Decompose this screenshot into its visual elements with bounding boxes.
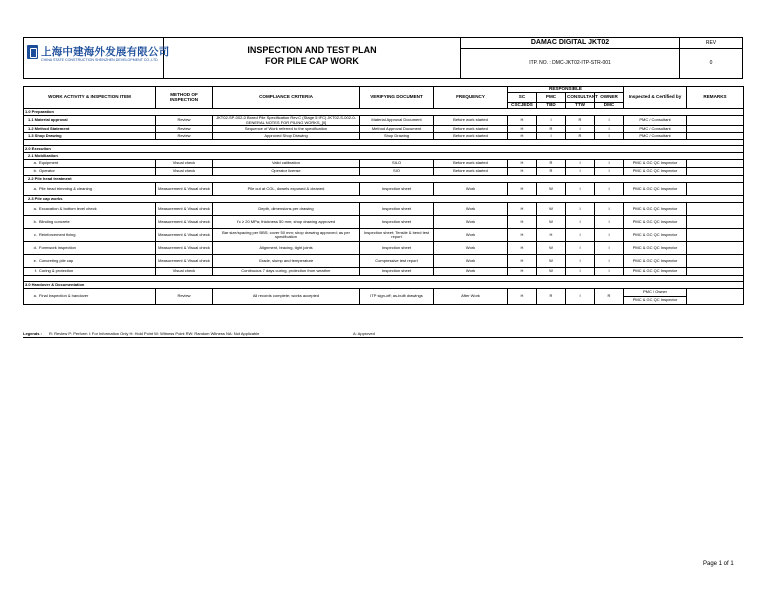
row-index: b. bbox=[33, 218, 37, 224]
col-document: VERIFYING DOCUMENT bbox=[360, 87, 434, 109]
project-info bbox=[461, 38, 680, 78]
row-frequency: After Work bbox=[434, 289, 508, 305]
row-item bbox=[24, 168, 156, 176]
subsection-row bbox=[24, 153, 744, 160]
row-remarks bbox=[687, 255, 744, 268]
row-remarks bbox=[687, 183, 744, 196]
row-document: Inspection sheet bbox=[360, 242, 434, 255]
row-owner: I bbox=[595, 203, 624, 216]
row-frequency: Work bbox=[434, 242, 508, 255]
row-sc: H bbox=[508, 133, 537, 140]
row-sc: H bbox=[508, 242, 537, 255]
row-sc: H bbox=[508, 126, 537, 133]
row-index: e. bbox=[33, 257, 37, 263]
company-name-cn: 上海中建海外发展有限公司 bbox=[41, 46, 170, 58]
row-index: a. bbox=[33, 293, 37, 299]
col-consultant-sub: TTW bbox=[566, 103, 595, 109]
header-row-1 bbox=[24, 87, 744, 93]
row-consultant: I bbox=[566, 203, 595, 216]
row-criteria: Bar size/spacing per BBS; cover 50 mm; shop drawing approved; as per specification bbox=[213, 229, 360, 242]
row-certified: PMC & GC QC Inspector bbox=[624, 229, 687, 242]
row-remarks bbox=[687, 242, 744, 255]
row-criteria: All records complete; works accepted bbox=[213, 289, 360, 305]
row-certified: PMC & GC QC Inspector bbox=[624, 168, 687, 176]
row-remarks bbox=[687, 203, 744, 216]
legend-label: Legends : bbox=[23, 331, 42, 336]
row-item-label: Formwork inspection bbox=[39, 244, 76, 250]
row-owner: I bbox=[595, 168, 624, 176]
row-pmc: W bbox=[537, 255, 566, 268]
row-consultant: I bbox=[566, 168, 595, 176]
row-remarks bbox=[687, 116, 744, 126]
row-sc: H bbox=[508, 229, 537, 242]
row-owner: I bbox=[595, 126, 624, 133]
row-method: Measurement & Visual check bbox=[156, 216, 213, 229]
row-criteria: f'c ≥ 20 MPa; thickness 50 mm; shop drawing approved bbox=[213, 216, 360, 229]
row-method: Review bbox=[156, 116, 213, 126]
row-owner: I bbox=[595, 255, 624, 268]
row-criteria: Operator license bbox=[213, 168, 360, 176]
row-sc: H bbox=[508, 255, 537, 268]
row-frequency: Before work started bbox=[434, 133, 508, 140]
col-sc-sub: CSCJEDS bbox=[508, 103, 537, 109]
row-criteria: Grade, slump and temperature bbox=[213, 255, 360, 268]
row-consultant: I bbox=[566, 126, 595, 133]
row-index: a. bbox=[33, 160, 37, 166]
row-sc: H bbox=[508, 160, 537, 168]
row-consultant: I bbox=[566, 242, 595, 255]
section-title: 3.0 Handover & Documentation bbox=[24, 282, 744, 289]
col-pmc: PMC bbox=[537, 93, 566, 103]
company-name-en: CHINA STATE CONSTRUCTION SHENZHEN DEVELOPMENT CO.,LTD bbox=[41, 58, 158, 62]
row-frequency: Before work started bbox=[434, 126, 508, 133]
subsection-title: 2.2 Pile head treatment bbox=[24, 176, 744, 183]
row-document: Inspection sheet bbox=[360, 183, 434, 196]
section-row bbox=[24, 282, 744, 289]
itp-number: ITP. NO. : DMC-JKT02-ITP-STR-001 bbox=[529, 60, 611, 66]
row-pmc: W bbox=[537, 203, 566, 216]
row-sc: H bbox=[508, 203, 537, 216]
section-row bbox=[24, 146, 744, 153]
revision-label: REV bbox=[680, 38, 742, 49]
row-criteria: JKT02-SP-002-0 Bored Pile Specification Rev.C (Stage 5 IFC) JKT02-S-002-0-GENERAL NOTES FOR PILING WORKS_[0] bbox=[213, 116, 360, 126]
row-consultant: I bbox=[566, 289, 595, 305]
col-activity: WORK ACTIVITY & INSPECTION ITEM bbox=[24, 87, 156, 109]
legend-approved: A: Approved bbox=[353, 331, 375, 336]
row-sc: H bbox=[508, 116, 537, 126]
table-row bbox=[24, 126, 744, 133]
subsection-title: 2.1 Mobilization bbox=[24, 153, 744, 160]
row-criteria: Approved Shop Drawing bbox=[213, 133, 360, 140]
row-certified: PMC & GC QC Inspector bbox=[624, 216, 687, 229]
row-item-label: Equipment bbox=[39, 160, 59, 166]
row-certified-2: PMC & GC QC Inspector bbox=[624, 297, 687, 305]
row-remarks bbox=[687, 126, 744, 133]
row-document: Method Approval Document bbox=[360, 126, 434, 133]
row-document: ITP sign-off; as-built drawings bbox=[360, 289, 434, 305]
row-criteria: Depth, dimensions per drawing bbox=[213, 203, 360, 216]
row-criteria: Sequence of Work referred to the specification bbox=[213, 126, 360, 133]
col-frequency: FREQUENCY bbox=[434, 87, 508, 109]
row-sc: H bbox=[508, 216, 537, 229]
row-index: a. bbox=[33, 205, 37, 211]
row-item bbox=[24, 242, 156, 255]
row-consultant: I bbox=[566, 183, 595, 196]
project-name: DAMAC DIGITAL JKT02 bbox=[461, 38, 679, 49]
row-pmc: H bbox=[537, 229, 566, 242]
row-owner: I bbox=[595, 229, 624, 242]
row-frequency: Before work started bbox=[434, 116, 508, 126]
row-consultant: I bbox=[566, 216, 595, 229]
row-owner: I bbox=[595, 116, 624, 126]
row-index: a. bbox=[33, 185, 37, 191]
row-pmc: W bbox=[537, 183, 566, 196]
row-certified: PMC & GC QC Inspector bbox=[624, 183, 687, 196]
row-certified: PMC / Consultant bbox=[624, 126, 687, 133]
row-sc: H bbox=[508, 289, 537, 305]
col-owner-sub: DMC bbox=[595, 103, 624, 109]
row-item-label: Curing & protection bbox=[39, 268, 74, 274]
row-frequency: Work bbox=[434, 229, 508, 242]
table-row bbox=[24, 116, 744, 126]
row-method: Review bbox=[156, 133, 213, 140]
row-criteria: Valid calibration bbox=[213, 160, 360, 168]
title-line-2: FOR PILE CAP WORK bbox=[265, 56, 359, 66]
col-sc: SC bbox=[508, 93, 537, 103]
row-criteria: Pile cut at COL, dowels exposed & cleaned bbox=[213, 183, 360, 196]
row-item bbox=[24, 203, 156, 216]
row-document: SILO bbox=[360, 160, 434, 168]
section-title: 2.0 Execution bbox=[24, 146, 744, 153]
row-remarks bbox=[687, 289, 744, 305]
row-remarks bbox=[687, 160, 744, 168]
row-method: Review bbox=[156, 126, 213, 133]
col-owner: OWNER bbox=[595, 93, 624, 103]
row-owner: I bbox=[595, 216, 624, 229]
row-sc: H bbox=[508, 183, 537, 196]
row-owner: I bbox=[595, 160, 624, 168]
row-method: Visual check bbox=[156, 168, 213, 176]
revision-info bbox=[680, 38, 742, 78]
document-title bbox=[164, 38, 461, 78]
row-consultant: I bbox=[566, 255, 595, 268]
row-index: c. bbox=[33, 231, 37, 237]
row-item bbox=[24, 229, 156, 242]
row-owner: R bbox=[595, 289, 624, 305]
company-logo-mark-icon bbox=[27, 45, 38, 59]
row-consultant: I bbox=[566, 229, 595, 242]
row-pmc: R bbox=[537, 168, 566, 176]
row-item-label: Operator bbox=[39, 168, 55, 174]
table-row bbox=[24, 229, 744, 242]
row-document: Compressive test report bbox=[360, 255, 434, 268]
row-item bbox=[24, 216, 156, 229]
row-pmc: R bbox=[537, 160, 566, 168]
row-certified: PMC & GC QC Inspector bbox=[624, 203, 687, 216]
row-sc: H bbox=[508, 268, 537, 276]
row-certified: PMC / Consultant bbox=[624, 133, 687, 140]
table-row bbox=[24, 216, 744, 229]
row-owner: I bbox=[595, 268, 624, 276]
col-certified: Inspected & Certified by bbox=[624, 87, 687, 109]
row-index: f. bbox=[34, 268, 37, 274]
col-responsible: RESPONSIBLE bbox=[508, 87, 624, 93]
row-item bbox=[24, 255, 156, 268]
row-frequency: Before work started bbox=[434, 168, 508, 176]
title-line-1: INSPECTION AND TEST PLAN bbox=[247, 45, 377, 55]
row-certified: PMC & GC QC Inspector bbox=[624, 268, 687, 276]
row-owner: I bbox=[595, 242, 624, 255]
row-document: Shop Drawing bbox=[360, 133, 434, 140]
row-item: 1.3 Shop Drawing bbox=[24, 133, 156, 140]
itp-table bbox=[23, 86, 744, 305]
subsection-title: 2.3 Pile cap works bbox=[24, 196, 744, 203]
row-remarks bbox=[687, 268, 744, 276]
table-row bbox=[24, 183, 744, 196]
row-pmc: I bbox=[537, 133, 566, 140]
company-logo bbox=[24, 38, 170, 78]
row-sc: H bbox=[508, 168, 537, 176]
row-item-label: Final inspection & handover bbox=[39, 293, 89, 299]
row-certified: PMC & GC QC Inspector bbox=[624, 160, 687, 168]
revision-value: 0 bbox=[709, 60, 713, 66]
col-pmc-sub: TBD bbox=[537, 103, 566, 109]
col-method: METHOD OF INSPECTION bbox=[156, 87, 213, 109]
row-method: Review bbox=[156, 289, 213, 305]
table-row bbox=[24, 255, 744, 268]
row-criteria: Continuous 7 days curing, protection from weather bbox=[213, 268, 360, 276]
row-consultant: I bbox=[566, 268, 595, 276]
row-method: Measurement & Visual check bbox=[156, 255, 213, 268]
row-certified: PMC & GC QC Inspector bbox=[624, 242, 687, 255]
row-pmc: W bbox=[537, 268, 566, 276]
page-number: Page 1 of 1 bbox=[703, 561, 734, 567]
row-item bbox=[24, 268, 156, 276]
row-document: Material Approval Document bbox=[360, 116, 434, 126]
table-row bbox=[24, 160, 744, 168]
col-criteria: COMPLIANCE CRITERIA bbox=[213, 87, 360, 109]
row-pmc: R bbox=[537, 126, 566, 133]
legend bbox=[23, 331, 743, 338]
row-item-label: Reinforcement fixing bbox=[39, 231, 76, 237]
table-row bbox=[24, 242, 744, 255]
table-row bbox=[24, 203, 744, 216]
row-item-label: Concreting pile cap bbox=[39, 257, 74, 263]
subsection-row bbox=[24, 196, 744, 203]
row-consultant: I bbox=[566, 160, 595, 168]
row-criteria: Alignment, bracing, tight joints bbox=[213, 242, 360, 255]
row-remarks bbox=[687, 216, 744, 229]
row-item bbox=[24, 183, 156, 196]
row-remarks bbox=[687, 229, 744, 242]
table-row bbox=[24, 268, 744, 276]
row-certified: PMC / Owner bbox=[624, 289, 687, 297]
row-pmc: I bbox=[537, 116, 566, 126]
row-item-label: Blinding concrete bbox=[39, 218, 70, 224]
row-frequency: Work bbox=[434, 183, 508, 196]
section-title: 1.0 Preparation bbox=[24, 109, 744, 116]
row-item-label: Pile head trimming & cleaning bbox=[39, 185, 92, 191]
table-row bbox=[24, 168, 744, 176]
row-document: Inspection sheet bbox=[360, 216, 434, 229]
row-frequency: Work bbox=[434, 255, 508, 268]
table-row bbox=[24, 289, 744, 297]
row-item bbox=[24, 289, 156, 305]
row-item bbox=[24, 160, 156, 168]
row-certified: PMC & GC QC Inspector bbox=[624, 255, 687, 268]
itp-sheet bbox=[23, 37, 743, 305]
row-document: Inspection sheet bbox=[360, 268, 434, 276]
col-remarks: REMARKS bbox=[687, 87, 744, 109]
row-frequency: Work bbox=[434, 203, 508, 216]
row-frequency: Before work started bbox=[434, 160, 508, 168]
subsection-row bbox=[24, 176, 744, 183]
row-document: SIO bbox=[360, 168, 434, 176]
row-frequency: Work bbox=[434, 268, 508, 276]
row-owner: I bbox=[595, 133, 624, 140]
row-index: b. bbox=[33, 168, 37, 174]
row-item-label: Excavation & bottom level check bbox=[39, 205, 97, 211]
row-consultant: R bbox=[566, 133, 595, 140]
row-pmc: W bbox=[537, 242, 566, 255]
col-consultant: CONSULTANT bbox=[566, 93, 595, 103]
row-item: 1.2 Method Statement bbox=[24, 126, 156, 133]
row-document: Inspection sheet bbox=[360, 203, 434, 216]
row-method: Visual check bbox=[156, 268, 213, 276]
row-method: Measurement & Visual check bbox=[156, 183, 213, 196]
row-frequency: Work bbox=[434, 216, 508, 229]
row-pmc: R bbox=[537, 289, 566, 305]
legend-items: R: Review P: Perform I: For Information Only H: Hold Point W: Witness Point RW: Random Witness NA: Not Applicable bbox=[49, 331, 260, 336]
document-header bbox=[23, 37, 743, 79]
row-pmc: W bbox=[537, 216, 566, 229]
row-method: Measurement & Visual check bbox=[156, 229, 213, 242]
row-document: Inspection sheet; Tensile & bend test report bbox=[360, 229, 434, 242]
row-certified: PMC / Consultant bbox=[624, 116, 687, 126]
row-owner: I bbox=[595, 183, 624, 196]
row-method: Measurement & Visual check bbox=[156, 242, 213, 255]
row-remarks bbox=[687, 168, 744, 176]
row-index: d. bbox=[33, 244, 37, 250]
row-method: Visual check bbox=[156, 160, 213, 168]
row-method: Measurement & Visual check bbox=[156, 203, 213, 216]
row-remarks bbox=[687, 133, 744, 140]
row-item: 1.1 Material approval bbox=[24, 116, 156, 126]
row-consultant: R bbox=[566, 116, 595, 126]
section-row bbox=[24, 109, 744, 116]
table-row bbox=[24, 133, 744, 140]
